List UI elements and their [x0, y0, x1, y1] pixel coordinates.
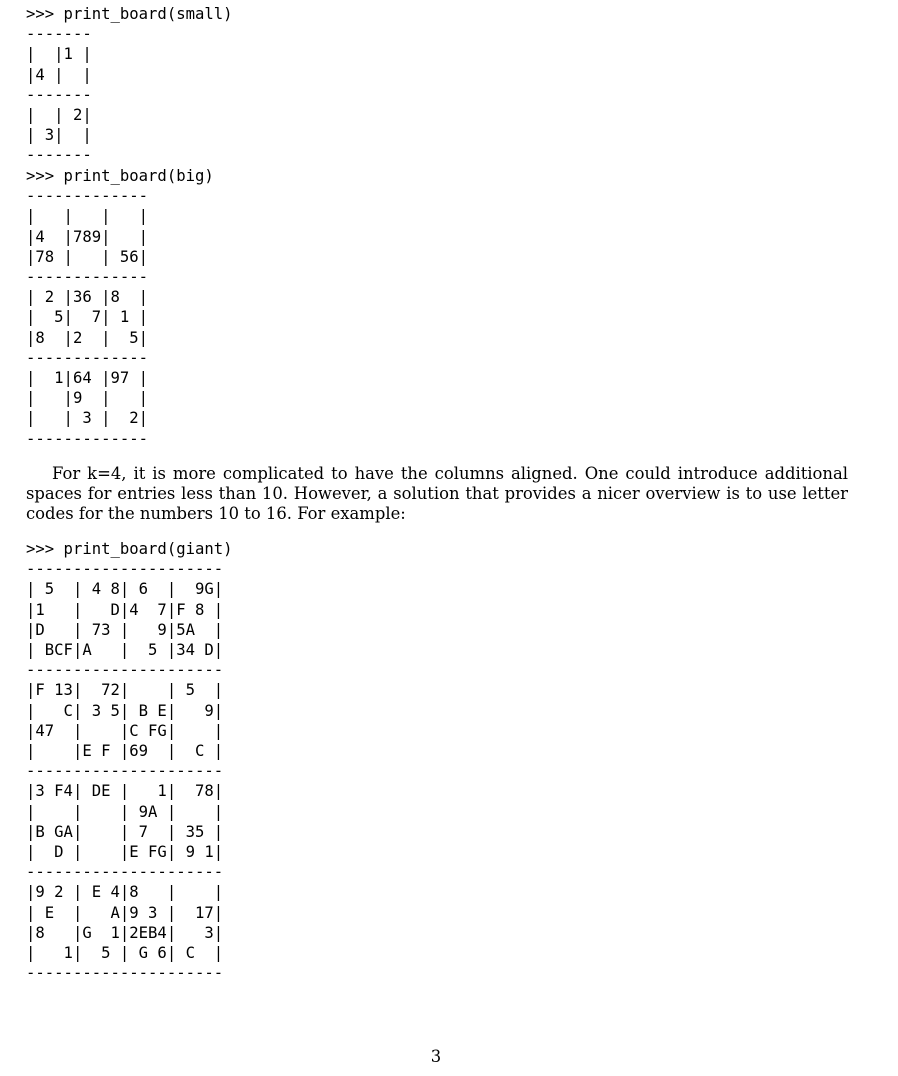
- body-paragraph: For k=4, it is more complicated to have the columns aligned. One could introduce additional spaces for entries less than 10. However, a solution that provides a nicer overview is to use letter codes for the numbers 10 to 16. For example:: [26, 464, 848, 523]
- page-number: 3: [430, 1047, 442, 1066]
- code-block-print-board-small: >>> print_board(small) ------- | |1 | |4 | | ------- | | 2| | 3| | -------: [26, 5, 233, 165]
- code-block-print-board-big: >>> print_board(big) ------------- | | | | |4 |789| | |78 | | 56| ------------- | 2 |36 |8 | | 5| 7| 1 | |8 |2 | 5| ------------- | 1|64 |97 | | |9 | | | | 3 | 2| -------------: [26, 167, 214, 448]
- code-block-print-board-giant: >>> print_board(giant) --------------------- | 5 | 4 8| 6 | 9G| |1 | D|4 7|F 8 | |D | 73 | 9|5A | | BCF|A | 5 |34 D| --------------------- |F 13| 72| | 5 | | C| 3 5| B E| 9| |47 | |C FG| | | |E F |69 | C | --------------------- |3 F4| DE | 1| 78| | | | 9A | | |B GA| | 7 | 35 | | D | |E FG| 9 1| --------------------- |9 2 | E 4|8 | | | E | A|9 3 | 17| |8 |G 1|2EB4| 3| | 1| 5 | G 6| C | ---------------------: [26, 540, 233, 983]
